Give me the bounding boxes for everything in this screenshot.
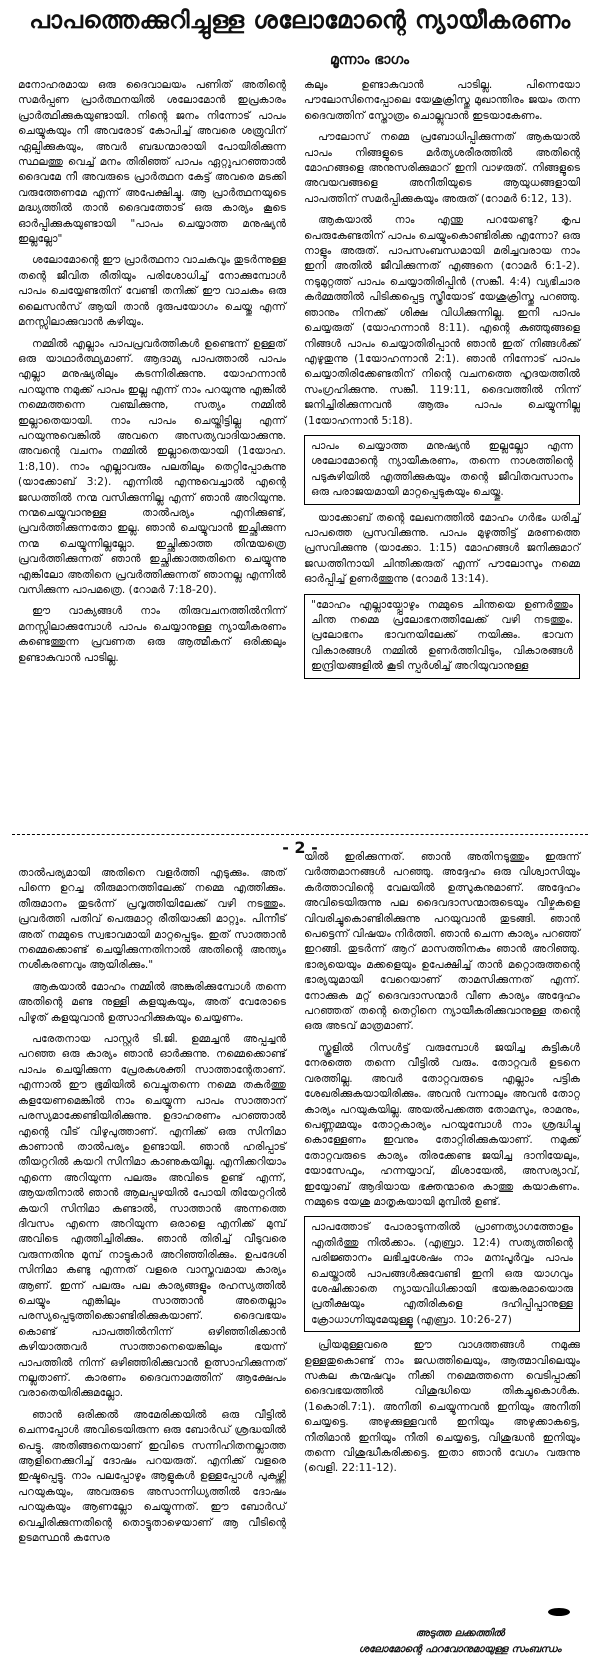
paragraph: സ്കൂളിൽ റിസൾട്ട് വരുമ്പോൾ ജയിച്ച കുട്ടികൾ നേരത്തെ തന്നെ വീട്ടിൽ വരും. തോറ്റവർ ഉടനെ വരത്തില്ല. അവർ തോറ്റവരുടെ എല്ലാം പട്ടിക ശേഖരിക്കുകയായിരിക്കും. അവൻ വന്നാലും അവൻ തോറ്റ കാര്യം പറയുകയില്ല. അയൽപക്കത്ത തോമസും, രാമനും, പെണ്ണമ്മയും തോറ്റകാര്യം പറയുമ്പോൾ നാം ശ്രദ്ധിച്ചു കൊള്ളേണം ഇവനും തോറ്റിരിക്കുകയാണ്. നമുക്ക് തോറ്റവരുടെ കാര്യം തിരക്കേണ്ട ജയിച്ച ദാനിയേലും, യോസേഫും, ഹന്നയ്യാവ്, മിശായേൽ, അസര്യാവ്, ഇയ്യോബ് ആദിയായ ഭക്തന്മാരെ കാത്തു കയാകണം. നമ്മുടെ യേശു മാതൃകയായി മുമ്പിൽ ഉണ്ട്. [304, 1041, 580, 1208]
quote-box [304, 594, 580, 679]
paragraph: മനോഹരമായ ഒരു ദൈവാലയം പണിത് അതിന്റെ സമർപ്പണ പ്രാർത്ഥനയിൽ ശലോമോൻ ഇപ്രകാരം പ്രാർത്ഥിക്കുകയുണ്ടായി. നിന്റെ ജനം നിന്നോട് പാപം ചെയ്യുകയും നീ അവരോട് കോപിച്ച് അവരെ ശത്രുവിന് ഏല്പിക്കുകയും, അവർ ബദ്ധന്മാരായി പോയിരിക്കുന്ന സ്ഥലത്തു വെച്ച് മനം തിരിഞ്ഞ് പാപം ഏറ്റുപറഞ്ഞാൽ ദൈവമേ നീ അവരുടെ പ്രാർത്ഥന കേട്ട് അവരെ മടക്കി വരുത്തേണമേ എന്ന് അപേക്ഷിച്ചു. ആ പ്രാർത്ഥനയുടെ മദ്ധ്യത്തിൽ താൻ ദൈവത്തോട് ഒരു കാര്യം കൂടെ ഓർപ്പിക്കുകയുണ്ടായി "പാപം ചെയ്യാത്ത മനുഷ്യൻ ഇല്ലല്ലോ" [18, 79, 286, 246]
paragraph: ആകയാൽ മോഹം നമ്മിൽ അങ്കുരിക്കുമ്പോൾ തന്നെ അതിന്റെ മണ്ട നുള്ളി കളയുകയും, അത് വേരോടെ പിഴുത് കളയുവാൻ ഉത്സാഹിക്കുകയും ചെയ്യണം. [18, 980, 286, 1024]
paragraph: പ്രിയമുള്ളവരെ ഈ വാഗ്ദത്തങ്ങൾ നമുക്കു ഉള്ളതുകൊണ്ട് നാം ജഡത്തിലെയും, ആത്മാവിലെയും സകല കന്മഷവും നീക്കി നമ്മെത്തന്നെ വെടിപ്പാക്കി ദൈവഭയത്തിൽ വിശുദ്ധിയെ തികച്ചുകൊൾക. (1കൊരി.7:1). അനീതി ചെയ്യുന്നവൻ ഇനിയും അനീതി ചെയ്യട്ടെ. അഴുക്കുള്ളവൻ ഇനിയും അഴുക്കാകട്ടെ, നീതിമാൻ ഇനിയും നീതി ചെയ്യട്ടെ, വിശുദ്ധൻ ഇനിയും തന്നെ വിശുദ്ധീകരിക്കട്ടെ. ഇതാ ഞാൻ വേഗം വരുന്നു (വെളി. 22:11-12). [304, 1339, 580, 1475]
article-title: പാപത്തെക്കുറിച്ചുള്ള ശലോമോന്റെ ന്യായീകരണം [29, 6, 571, 34]
column-1 [18, 78, 286, 672]
paragraph: താൽപര്യമായി അതിനെ വളർത്തി എടുക്കും. അത് പിന്നെ ഉറച്ച തീരുമാനത്തിലേക്ക് നമ്മെ എത്തിക്കും. തീരുമാനം തുടർന്ന് പ്രവൃത്തിയിലേക്ക് വഴി നടത്തും. പ്രവർത്തി പതിവ് പെരുമാറ്റ രീതിയാക്കി മാറ്റും. പിന്നീട് അത് നമ്മുടെ സ്വഭാവമായി മാറ്റപ്പെടും. ഇത് സാത്താൻ നമ്മെക്കൊണ്ട് ചെയ്യിക്കുന്നതിനാൽ അതിന്റെ അന്ത്യം നശീകരണവും ആയിരിക്കും." [18, 867, 286, 972]
paragraph: ഞാൻ ഒരിക്കൽ അമേരിക്കയിൽ ഒരു വീട്ടിൽ ചെന്നപ്പോൾ അവിടെയിരുന്ന ഒരു ബോർഡ് ശ്രദ്ധയിൽ പെട്ടു. അതിങ്ങനെയാണ് ഇവിടെ സന്നിഹിതനല്ലാത്ത ആളിനെക്കുറിച്ച് ദോഷം പറയരുത്. എനിക്ക് വളരെ ഇഷ്ടപ്പെട്ടു. നാം പലപ്പോഴും ആളുകൾ ഉള്ളപ്പോൾ പുകഴ്ത്തി പറയുകയും, അവരുടെ അസാന്നിധ്യത്തിൽ ദോഷം പറയുകയും ആണല്ലോ ചെയ്യുന്നത്. ഈ ബോർഡ് വെച്ചിരിക്കുന്നതിന്റെ തൊട്ടുതാഴെയാണ് ആ വീടിന്റെ ഉടമസ്ഥൻ കസേര [18, 1408, 286, 1545]
highlight-box [304, 435, 580, 505]
page-divider [12, 834, 588, 835]
article-subtitle: മൂന്നാം ഭാഗം [330, 52, 409, 68]
next-issue-label: അടുത്ത ലക്കത്തിൽ [415, 1628, 505, 1639]
column-3 [18, 866, 286, 1552]
paragraph: ആകയാൽ നാം എന്തു പറയേണ്ടു? കൃപ പെരുകേണ്ടതിന് പാപം ചെയ്യുംകൊണ്ടിരിക്ക എന്നോ? ഒരു നാളും അരുത്. പാപസംബന്ധമായി മരിച്ചവരായ നാം ഇനി അതിൽ ജീവിക്കുന്നത് എങ്ങനെ (റോമർ 6:1-2). നടുമുറ്റത്ത് പാപം ചെയ്യാതിരിപ്പിൻ (സങ്കീ. 4:4) വ്യഭിചാര കർമ്മത്തിൽ പിടിക്കപ്പെട്ട സ്ത്രീയോട് യേശുക്രിസ്തു പറഞ്ഞു. ഞാനും നിനക്ക് ശിക്ഷ വിധിക്കുന്നില്ല. ഇനി പാപം ചെയ്യരുത് (യോഹന്നാൻ 8:11). എന്റെ കുഞ്ഞുങ്ങളെ നിങ്ങൾ പാപം ചെയ്യാതിരിപ്പാൻ ഞാൻ ഇത് നിങ്ങൾക്ക് എഴുതുന്നു (1യോഹന്നാൻ 2:1). ഞാൻ നിന്നോട് പാപം ചെയ്യാതിരിക്കേണ്ടതിന് നിന്റെ വചനത്തെ ഹൃദയത്തിൽ സംഗ്രഹിക്കുന്നു. സങ്കീ. 119:11, ദൈവത്തിൽ നിന്ന് ജനിച്ചിരിക്കുന്നവൻ ആരും പാപം ചെയ്യുന്നില്ല (1യോഹന്നാൻ 5:18). [304, 214, 580, 427]
next-issue-topic: ശലോമോന്റെ ഫറവോനുമായുള്ള സംബന്ധം [358, 1644, 562, 1655]
paragraph: പരേതനായ പാസ്റ്റർ ടി.ജി. ഉമ്മച്ചൻ അപ്പച്ചൻ പറഞ്ഞ ഒരു കാര്യം ഞാൻ ഓർക്കുന്നു. നമ്മെക്കൊണ്ട് പാപം ചെയ്യിക്കുന്ന പ്രേരകശക്തി സാത്താന്റേതാണ്. എന്നാൽ ഈ ഭൂമിയിൽ വെച്ചുതന്നെ നമ്മെ തകർത്തു കളയേണമെങ്കിൽ നാം ചെയ്യുന്ന പാപം സാത്താന് പരസ്യമാക്കേണ്ടിയിരിക്കുന്നു. ഉദാഹരണം പറഞ്ഞാൽ എന്റെ വീട് വിഴുപുത്താണ്. എനിക്ക് ഒരു സിനിമാ കാണാൻ താൽപര്യം ഉണ്ടായി. ഞാൻ ഹരിപ്പാട് തീയറ്ററിൽ കയറി സിനിമാ കാണുകയില്ല. എനിക്കറിയാം എന്നെ അറിയുന്ന പലരും അവിടെ ഉണ്ട് എന്ന്, ആയതിനാൽ ഞാൻ ആലപ്പുഴയിൽ പോയി തിയേറ്ററിൽ കയറി സിനിമാ കണ്ടാൽ, സാത്താൻ അന്നത്തെ ദിവസം എന്നെ അറിയുന്ന ഒരാളെ എനിക്ക് മുമ്പ് അവിടെ എത്തിച്ചിരിക്കും. ഞാൻ തിരിച്ച് വീടുവരെ വരുന്നതിനു മുമ്പ് നാട്ടുകാർ അറിഞ്ഞിരിക്കും. ഉപദേശി സിനിമാ കണ്ടു എന്നത് വളരെ വാസ്തവമായ കാര്യം ആണ്. ഇന്ന് പലരും പല കാര്യങ്ങളും രഹസ്യത്തിൽ ചെയ്യും എങ്കിലും സാത്താൻ അതെല്ലാം പരസ്യപ്പെടുത്തിക്കൊണ്ടിരിക്കുകയാണ്. ദൈവഭയം കൊണ്ട് പാപത്തിൽനിന്ന് ഒഴിഞ്ഞിരിക്കാൻ കഴിയാത്തവർ സാത്താനെയെങ്കിലും ഭയന്ന് പാപത്തിൽ നിന്ന് ഒഴിഞ്ഞിരിക്കുവാൻ ഉത്സാഹിക്കുന്നത് നല്ലതാണ്. കാരണം ദൈവനാമത്തിന് ആക്ഷേപം വരാതെയിരിക്കുമല്ലോ. [18, 1033, 286, 1400]
paragraph: ശലോമോന്റെ ഈ പ്രാർത്ഥനാ വാചകവും തുടർന്നുള്ള തന്റെ ജീവിത രീതിയും പരിശോധിച്ച് നോക്കുമ്പോൾ പാപം ചെയ്യേണ്ടതിന് വേണ്ടി തനിക്ക് ഈ വാചകം ഒരു ലൈസൻസ് ആയി താൻ ദുരുപയോഗം ചെയ്തു എന്ന് മനസ്സിലാക്കുവാൻ കഴിയും. [18, 254, 286, 329]
highlight-box [304, 1216, 580, 1332]
page-number: - 2 - [282, 838, 318, 857]
column-4 [304, 850, 580, 1483]
paragraph: പാപം ചെയ്യാത്ത മനുഷ്യൻ ഇല്ലല്ലോ എന്ന ശലോമോന്റെ ന്യായീകരണം, തന്നെ നാശത്തിന്റെ പടുകുഴിയിൽ എത്തിക്കുകയും തന്റെ ജീവിതവസാനം ഒരു പരാജയമായി മാറ്റപ്പെടുകയും ചെയ്തു. [311, 439, 573, 499]
column-2 [304, 78, 580, 685]
paragraph: പൗലോസ് നമ്മെ പ്രബോധിപ്പിക്കുന്നത് ആകയാൽ പാപം നിങ്ങളുടെ മർത്യശരീരത്തിൽ അതിന്റെ മോഹങ്ങളെ അനുസരിക്കുമാറ് ഇനി വാഴരുത്. നിങ്ങളുടെ അവയവങ്ങളെ അനീതിയുടെ ആയുധങ്ങളായി പാപത്തിന് സമർപ്പിക്കുകയും അരുത് (റോമർ 6:12, 13). [304, 131, 580, 205]
paragraph: യിൽ ഇരിക്കുന്നത്. ഞാൻ അതിനടുത്തും ഇരുന്ന് വർത്തമാനങ്ങൾ പറഞ്ഞു. അദ്ദേഹം ഒരു വിശ്വാസിയും കർത്താവിന്റെ വേലയിൽ ഉത്സുകനുമാണ്. അദ്ദേഹം അവിടെയിരുന്നു പല ദൈവദാസന്മാരുടെയും വീഴ്ചകളെ വിവരിച്ചുകൊണ്ടിരിക്കുന്നു പറയുവാൻ തുടങ്ങി. ഞാൻ പെട്ടെന്ന് വിഷയം നിർത്തി. ഞാൻ ചെന്ന കാര്യം പറഞ്ഞ് ഇറങ്ങി. തുടർന്ന് ആറ് മാസത്തിനകം ഞാൻ അറിഞ്ഞു. ഭാര്യയെയും മക്കളെയും ഉപേക്ഷിച്ച് താൻ മറ്റൊരുത്തന്റെ ഭാര്യയുമായി വേറെയാണ് താമസിക്കുന്നത് എന്ന്. നോക്കുക മറ്റ് ദൈവദാസന്മാർ വീണ കാര്യം അദ്ദേഹം പറഞ്ഞത് തന്റെ തെറ്റിനെ ന്യായീകരിക്കുവാനുള്ള തന്റെ ഒരു അടവ് മാത്രമാണ്. [304, 851, 580, 1033]
paragraph: കലും ഉണ്ടാകുവാൻ പാടില്ല. പിന്നെയോ പൗലോസിനെപ്പോലെ യേശുക്രിസ്തു മുഖാന്തിരം ജയം തന്ന ദൈവത്തിന് സ്തോത്രം ചൊല്ലുവാൻ ഇടയാകേണം. [304, 79, 580, 122]
paragraph: "മോഹം എല്ലായ്പ്പോഴും നമ്മുടെ ചിന്തയെ ഉണർത്തും ചിന്ത നമ്മെ പ്രലോഭനത്തിലേക്ക് വഴി നടത്തും. പ്രലോഭനം ഭാവനയിലേക്ക് നയിക്കും. ഭാവന വികാരങ്ങൾ നമ്മിൽ ഉണർത്തിവിടും, വികാരങ്ങൾ ഇന്ദ്രിയങ്ങളിൽ കൂടി സ്പർശിച്ച് അറിയുവാനുള്ള [311, 598, 573, 673]
paragraph: നമ്മിൽ എല്ലാം പാപപ്രവർത്തികൾ ഉണ്ടെന്ന് ഉള്ളത് ഒരു യാഥാർത്ഥ്യമാണ്. ആദാമ്യ പാപത്താൽ പാപം എല്ലാ മനുഷ്യരിലും കടന്നിരിക്കുന്നു. യോഹന്നാൻ പറയുന്നു നമുക്ക് പാപം ഇല്ല എന്ന് നാം പറയുന്നു എങ്കിൽ നമ്മെത്തന്നെ വഞ്ചിക്കുന്നു, സത്യം നമ്മിൽ ഇല്ലാതെയായി. നാം പാപം ചെയ്തിട്ടില്ല എന്ന് പറയുന്നുവെങ്കിൽ അവനെ അസത്യവാദിയാക്കുന്നു. അവന്റെ വചനം നമ്മിൽ ഇല്ലാതെയായി (1യോഹ. 1:8,10). നാം എല്ലാവരും പലതിലും തെറ്റിപ്പോകുന്നു (യാക്കോബ് 3:2). എന്നിൽ എന്നുവെച്ചാൽ എന്റെ ജഡത്തിൽ നന്മ വസിക്കുന്നില്ല എന്ന് ഞാൻ അറിയുന്നു. നന്മചെയ്യുവാനുള്ള താൽപര്യം എനിക്കുണ്ട്, പ്രവർത്തിക്കുന്നതോ ഇല്ല. ഞാൻ ചെയ്യുവാൻ ഇച്ഛിക്കുന്ന നന്മ ചെയ്യുന്നില്ലല്ലോ. ഇച്ഛിക്കാത്ത തിന്മയത്രെ പ്രവർത്തിക്കുന്നത് ഞാൻ ഇച്ഛിക്കാത്തതിനെ ചെയ്യുന്നു എങ്കിലോ അതിനെ പ്രവർത്തിക്കുന്നത് ഞാനല്ല എന്നിൽ വസിക്കുന്ന പാപമത്രെ. (റോമർ 7:18-20). [18, 337, 286, 596]
paragraph: യാക്കോബ് തന്റെ ലേഖനത്തിൽ മോഹം ഗർഭം ധരിച്ച് പാപത്തെ പ്രസവിക്കുന്നു. പാപം മുഴുത്തിട്ട് മരണത്തെ പ്രസവിക്കുന്നു (യാക്കോ. 1:15) മോഹങ്ങൾ ജനിക്കുമാറ് ജഡത്തിനായി ചിന്തിക്കരുത് എന്ന് പൗലോസും നമ്മെ ഓർപ്പിച്ച് ഉണർത്തുന്നു (റോമർ 13:14). [304, 511, 580, 586]
end-mark-icon [548, 1608, 570, 1616]
next-issue-note [330, 1626, 590, 1658]
paragraph: പാപത്തോട് പോരാടുന്നതിൽ പ്രാണത്യാഗത്തോളം എതിർത്തു നിൽക്കാം. (എബ്രാ. 12:4) സത്യത്തിന്റെ പരിജ്ഞാനം ലഭിച്ചശേഷം നാം മനഃപൂർവ്വം പാപം ചെയ്താൽ പാപങ്ങൾക്കുവേണ്ടി ഇനി ഒരു യാഗവും ശേഷിക്കാതെ ന്യായവിധിക്കായി ഭയങ്കരമായൊരു പ്രതീക്ഷയും എതിരികളെ ദഹിപ്പിപ്പാനുള്ള ക്രോധാഗ്നിയുമേയുള്ളൂ (എബ്രാ. 10:26-27) [311, 1221, 573, 1326]
paragraph: ഈ വാക്യങ്ങൾ നാം തിരുവചനത്തിൽനിന്ന് മനസ്സിലാക്കുമ്പോൾ പാപം ചെയ്യാനുള്ള ന്യായീകരണം കണ്ടെത്തുന്ന പ്രവണത ഒരു ആത്മീകന് ഒരിക്കലും ഉണ്ടാകുവാൻ പാടില്ല. [18, 605, 286, 664]
